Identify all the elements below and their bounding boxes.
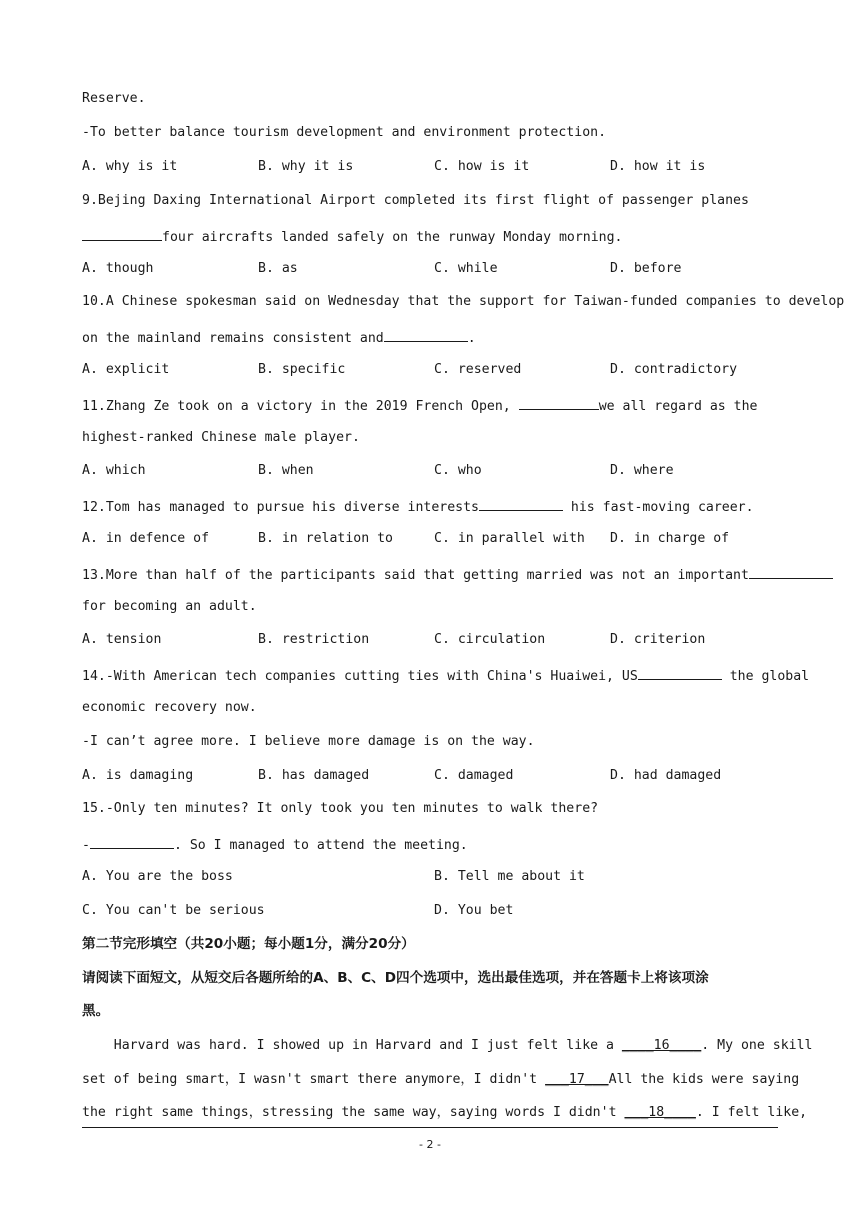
option-a: A. explicit bbox=[82, 362, 170, 377]
question-text: - bbox=[82, 838, 90, 853]
option-b: B. in relation to bbox=[258, 531, 393, 546]
option-b: B. why it is bbox=[258, 159, 354, 174]
question-14-reply: -I can’t agree more. I believe more damage is on the way. bbox=[82, 734, 535, 749]
option-c: C. who bbox=[434, 463, 482, 478]
option-d: D. had damaged bbox=[610, 768, 722, 783]
passage-text: . My one skill bbox=[701, 1038, 813, 1053]
option-a: A. why is it bbox=[82, 159, 178, 174]
passage-text: the right same things，stressing the same way，saying words I didn't bbox=[82, 1105, 625, 1120]
question-text: on the mainland remains consistent and bbox=[82, 331, 384, 346]
question-text: we all regard as the bbox=[598, 399, 758, 414]
option-c: C. circulation bbox=[434, 632, 546, 647]
question-10-line2 bbox=[82, 327, 476, 348]
section-instruction-line2: 黑。 bbox=[82, 1003, 110, 1019]
option-d: D. where bbox=[610, 463, 674, 478]
option-b: B. specific bbox=[258, 362, 346, 377]
section-heading: 第二节完形填空（共20小题；每小题1分，满分20分） bbox=[82, 936, 415, 952]
option-d: D. contradictory bbox=[610, 362, 738, 377]
question-text: the global bbox=[721, 669, 810, 684]
question-14 bbox=[82, 665, 809, 686]
option-c: C. how is it bbox=[434, 159, 530, 174]
question-text: . So I managed to attend the meeting. bbox=[173, 838, 468, 853]
option-b: B. when bbox=[258, 463, 314, 478]
option-b: B. restriction bbox=[258, 632, 370, 647]
option-a: A. though bbox=[82, 261, 154, 276]
question-text: 14.-With American tech companies cutting ties with China's Huaiwei, US bbox=[82, 669, 638, 684]
question-9-line2 bbox=[82, 226, 623, 247]
answer-blank bbox=[82, 226, 162, 241]
question-text: 13.More than half of the participants said that getting married was not an important bbox=[82, 568, 749, 583]
option-c: C. reserved bbox=[434, 362, 522, 377]
option-c: C. You can't be serious bbox=[82, 903, 265, 918]
question-text: . bbox=[467, 331, 476, 346]
answer-blank bbox=[749, 564, 833, 579]
passage-text: Harvard was hard. I showed up in Harvard and I just felt like a bbox=[82, 1038, 622, 1053]
passage-text: . I felt like, bbox=[695, 1105, 808, 1120]
question-13 bbox=[82, 564, 833, 585]
option-a: A. tension bbox=[82, 632, 162, 647]
passage-text: All the kids were saying bbox=[608, 1072, 800, 1087]
option-d: D. before bbox=[610, 261, 682, 276]
cloze-blank-18: ___18____ bbox=[624, 1105, 696, 1120]
question-15-line2 bbox=[82, 834, 468, 855]
question-15: 15.-Only ten minutes? It only took you ten minutes to walk there? bbox=[82, 801, 599, 816]
question-9: 9.Bejing Daxing International Airport completed its first flight of passenger planes bbox=[82, 193, 749, 208]
option-d: D. in charge of bbox=[610, 531, 730, 546]
section-instruction: 请阅读下面短文，从短交后各题所给的A、B、C、D四个选项中，选出最佳选项，并在答题卡上将该项涂 bbox=[82, 970, 709, 986]
option-b: B. as bbox=[258, 261, 298, 276]
option-b: B. Tell me about it bbox=[434, 869, 585, 884]
cloze-blank-16: ____16____ bbox=[621, 1038, 702, 1053]
option-a: A. is damaging bbox=[82, 768, 194, 783]
question-13-line2: for becoming an adult. bbox=[82, 599, 257, 614]
option-b: B. has damaged bbox=[258, 768, 370, 783]
option-a: A. which bbox=[82, 463, 146, 478]
question-10: 10.A Chinese spokesman said on Wednesday that the support for Taiwan-funded companies to develop bbox=[82, 294, 845, 309]
option-d: D. You bet bbox=[434, 903, 514, 918]
cloze-blank-17: ___17___ bbox=[545, 1072, 609, 1087]
passage-text: set of being smart，I wasn't smart there anymore，I didn't bbox=[82, 1072, 546, 1087]
page-number: - 2 - bbox=[419, 1138, 441, 1151]
passage-line bbox=[82, 1037, 812, 1055]
option-a: A. You are the boss bbox=[82, 869, 233, 884]
passage-line bbox=[82, 1071, 799, 1089]
answer-blank bbox=[384, 327, 468, 342]
option-a: A. in defence of bbox=[82, 531, 210, 546]
question-11 bbox=[82, 395, 757, 416]
option-d: D. criterion bbox=[610, 632, 706, 647]
answer-blank bbox=[519, 395, 599, 410]
option-d: D. how it is bbox=[610, 159, 706, 174]
question-12 bbox=[82, 496, 754, 517]
option-c: C. damaged bbox=[434, 768, 514, 783]
question-14-line2: economic recovery now. bbox=[82, 700, 257, 715]
answer-blank bbox=[479, 496, 563, 511]
option-c: C. while bbox=[434, 261, 498, 276]
text-line: Reserve. bbox=[82, 91, 146, 106]
answer-line: -To better balance tourism development and environment protection. bbox=[82, 125, 607, 140]
question-text: 11.Zhang Ze took on a victory in the 2019 French Open, bbox=[82, 399, 519, 414]
option-c: C. in parallel with bbox=[434, 531, 585, 546]
answer-blank bbox=[638, 665, 722, 680]
question-text: his fast-moving career. bbox=[562, 500, 754, 515]
footer-divider bbox=[82, 1127, 778, 1128]
question-11-line2: highest-ranked Chinese male player. bbox=[82, 430, 360, 445]
question-text: four aircrafts landed safely on the runway Monday morning. bbox=[162, 230, 623, 245]
question-text: 12.Tom has managed to pursue his diverse interests bbox=[82, 500, 479, 515]
passage-line bbox=[82, 1104, 807, 1122]
answer-blank bbox=[90, 834, 174, 849]
